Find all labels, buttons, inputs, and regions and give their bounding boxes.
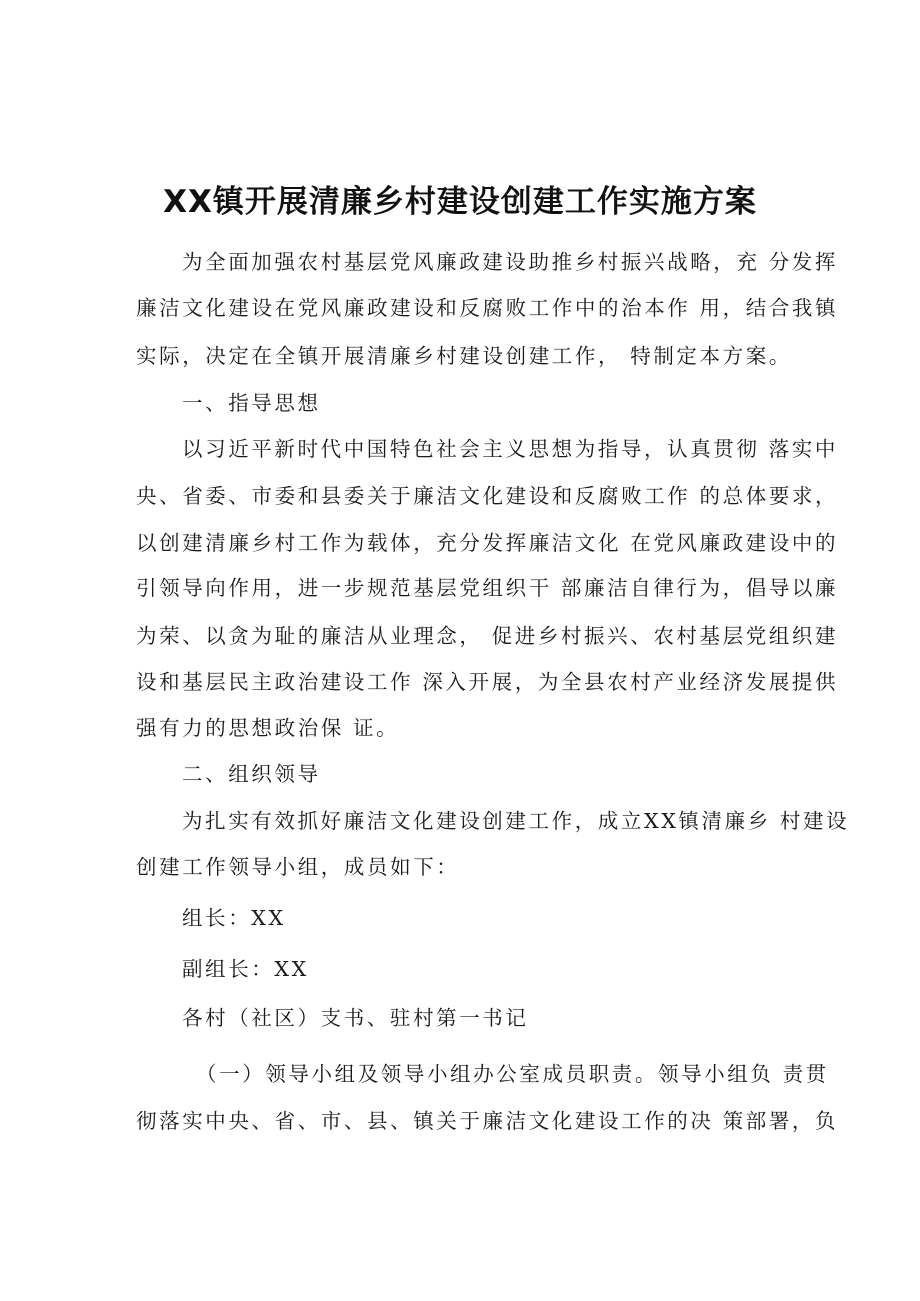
paragraph-line: 为扎实有效抓好廉洁文化建设创建工作，成立XX镇清廉乡 村建设 <box>182 809 850 833</box>
paragraph-line: 各村（社区）支书、驻村第一书记 <box>182 1006 529 1030</box>
paragraph-line: 廉洁文化建设在党风廉政建设和反腐败工作中的治本作 用，结合我镇 <box>136 296 839 320</box>
section-heading: 二、组织领导 <box>182 762 321 786</box>
paragraph-line: 引领导向作用，进一步规范基层党组织干 部廉洁自律行为，倡导以廉 <box>136 576 839 600</box>
paragraph-line: 央、省委、市委和县委关于廉洁文化建设和反腐败工作 的总体要求， <box>136 484 839 508</box>
paragraph-line: 组长：XX <box>182 906 286 930</box>
paragraph-line: 为全面加强农村基层党风廉政建设助推乡村振兴战略，充 分发挥 <box>182 250 838 274</box>
paragraph-line: 以习近平新时代中国特色社会主义思想为指导，认真贯彻 落实中 <box>182 437 838 461</box>
paragraph-line: 设和基层民主政治建设工作 深入开展，为全县农村产业经济发展提供 <box>136 670 839 694</box>
section-heading: 一、指导思想 <box>182 391 321 415</box>
paragraph-line: 副组长：XX <box>182 957 309 981</box>
document-title: XX镇开展清廉乡村建设创建工作实施方案 <box>163 184 757 220</box>
paragraph-line: （一）领导小组及领导小组办公室成员职责。领导小组负 责贯 <box>196 1062 829 1086</box>
paragraph-line: 创建工作领导小组，成员如下： <box>136 855 460 879</box>
paragraph-line: 彻落实中央、省、市、县、镇关于廉洁文化建设工作的决 策部署，负 <box>136 1109 839 1133</box>
paragraph-line: 强有力的思想政治保 证。 <box>136 716 400 740</box>
paragraph-line: 实际，决定在全镇开展清廉乡村建设创建工作， 特制定本方案。 <box>136 344 792 368</box>
paragraph-line: 为荣、以贪为耻的廉洁从业理念， 促进乡村振兴、农村基层党组织建 <box>136 624 839 648</box>
paragraph-line: 以创建清廉乡村工作为载体，充分发挥廉洁文化 在党风廉政建设中的 <box>136 531 839 555</box>
